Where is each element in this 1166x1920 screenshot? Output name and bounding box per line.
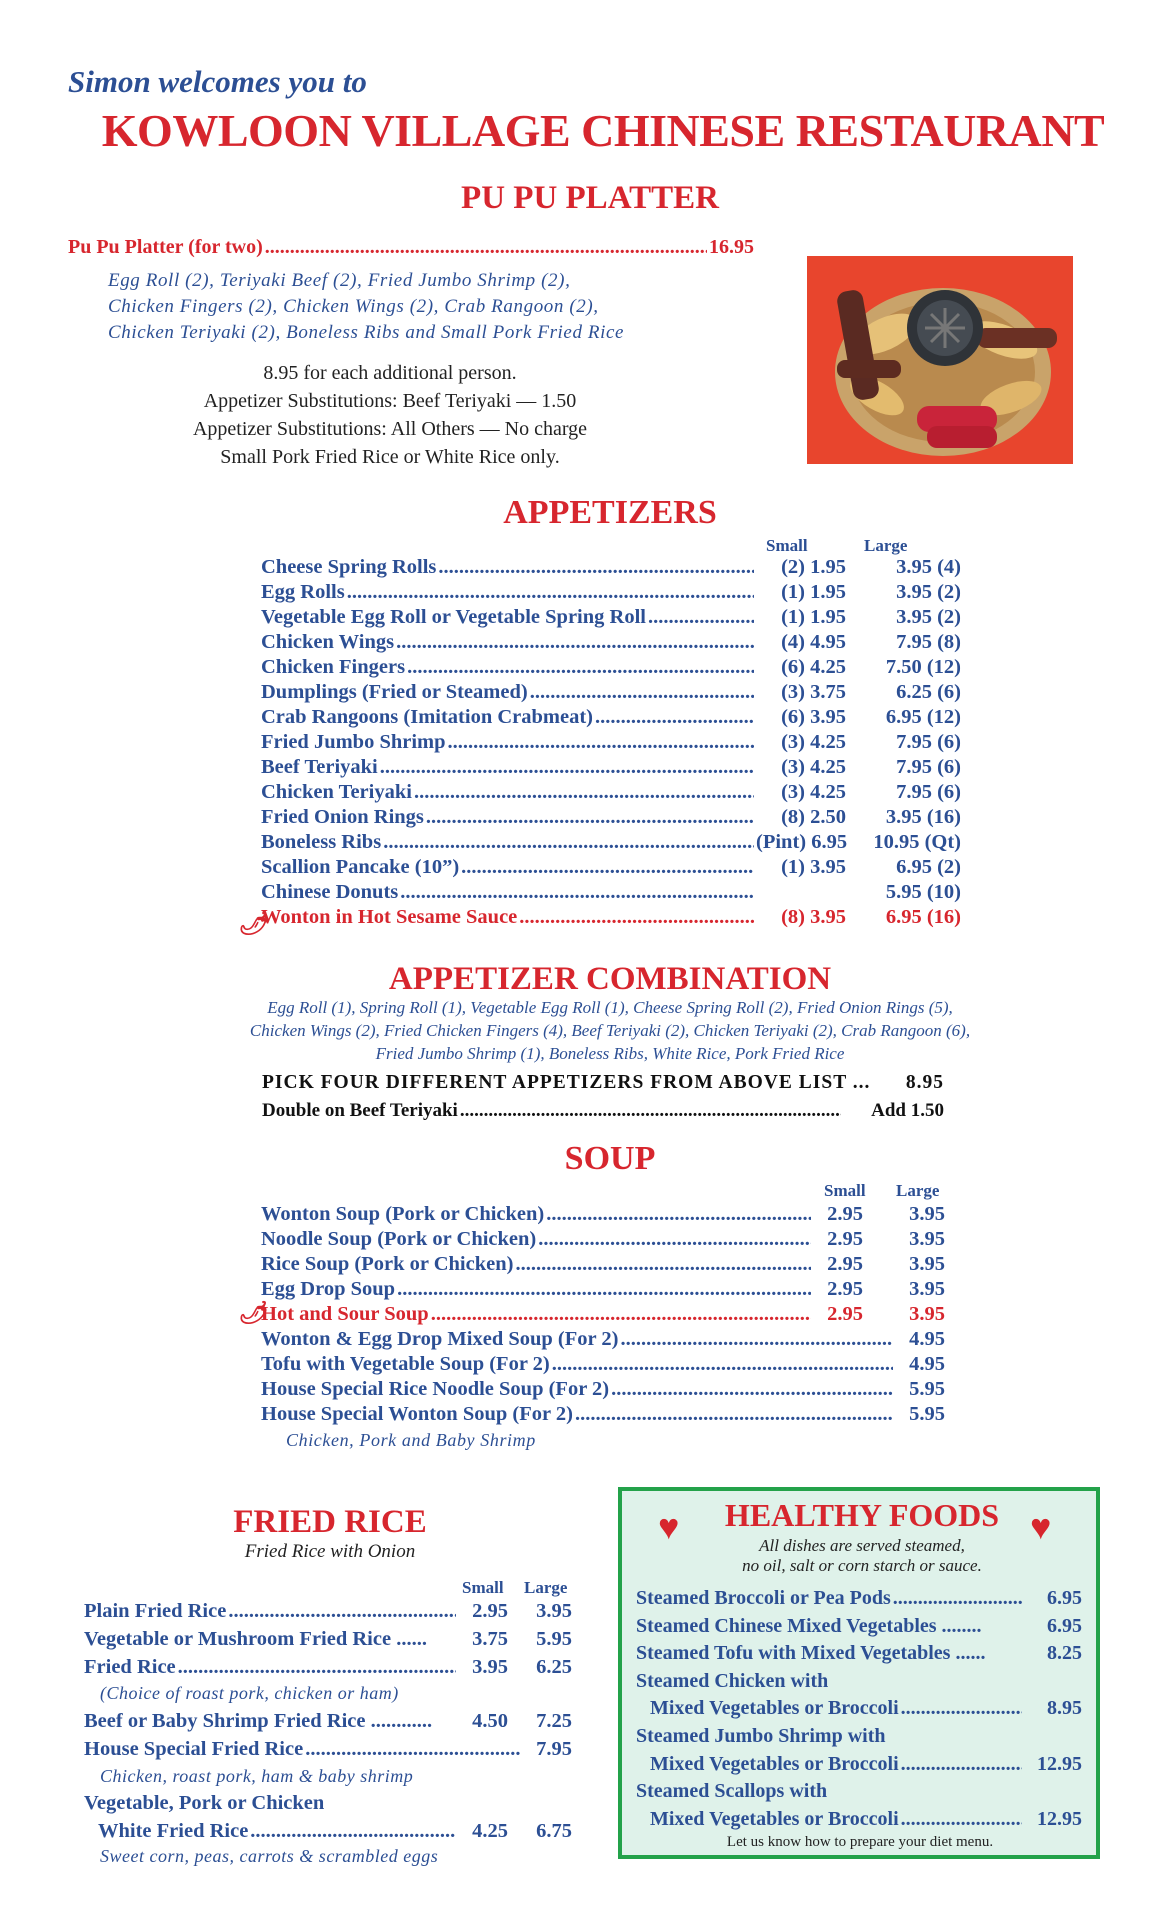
leader-dots [414,781,754,804]
appetizers-small-header: Small [766,536,808,555]
leader-dots [620,1328,893,1351]
healthy-item-name: Steamed Broccoli or Pea Pods [636,1587,891,1609]
appetizer-item [261,731,961,754]
combo-pick-price: 8.95 [905,1072,944,1093]
appetizer-item-name: Chicken Fingers [261,656,406,678]
leader-dots [396,631,754,654]
healthy-subtitle-line: All dishes are served steamed, [759,1536,965,1555]
appetizer-item-large: 3.95 (2) [896,606,961,628]
appetizer-item-name: Scallion Pancake (10”) [261,856,460,878]
soup-item-name: Rice Soup (Pork or Chicken) [261,1253,514,1275]
fried-rice-subtitle: Fried Rice with Onion [244,1541,416,1562]
leader-dots [546,1203,811,1226]
combo-double-label: Double on Beef Teriyaki [262,1100,458,1121]
fried-rice-item-large: 6.75 [536,1820,572,1842]
leader-dots [901,1753,1022,1776]
appetizer-item-small: (6) 4.25 [781,656,846,678]
heart-icon: ♥ [1030,1507,1052,1547]
fried-rice-item [84,1792,572,1815]
soup-item-name: Wonton & Egg Drop Mixed Soup (For 2) [261,1328,619,1350]
fried-rice-small-header: Small [462,1578,504,1597]
appetizer-item-small: (1) 1.95 [781,606,846,628]
appetizer-item-small: (8) 3.95 [781,906,846,928]
healthy-item-price: 6.95 [1047,1614,1082,1637]
leader-dots [648,606,754,629]
appetizer-item-name: Egg Rolls [261,581,345,603]
fried-rice-item-name: Plain Fried Rice [84,1600,227,1622]
fried-rice-item-name: Beef or Baby Shrimp Fried Rice ............ [84,1710,433,1732]
healthy-item-name: Mixed Vegetables or Broccoli [650,1807,899,1830]
fried-rice-item-price: 7.95 [536,1738,572,1760]
appetizer-item-name: Boneless Ribs [261,831,382,853]
soup-item [261,1203,945,1226]
healthy-item-name: Steamed Chinese Mixed Vegetables ........ [636,1614,982,1637]
healthy-item-name: Steamed Chicken with [636,1669,829,1692]
appetizer-item [261,806,961,829]
fried-rice-item-large: 3.95 [536,1600,572,1622]
appetizer-item [261,781,961,804]
pupu-note: Appetizer Substitutions: Beef Teriyaki — 1.50 [203,390,577,412]
welcome-line: Simon welcomes you to [68,64,367,99]
appetizer-item-large: 7.50 (12) [885,656,961,678]
healthy-item [636,1615,1082,1638]
pupu-desc-line: Chicken Teriyaki (2), Boneless Ribs and Small Pork Fried Rice [108,322,625,343]
soup-item-price: 4.95 [909,1353,945,1375]
hot-pepper-icon: 🌶 [238,1300,266,1325]
appetizer-item-name: Cheese Spring Rolls [261,556,437,578]
leader-dots [347,581,754,604]
healthy-item-name: Mixed Vegetables or Broccoli [650,1752,899,1775]
appetizer-item-large: 7.95 (6) [896,731,961,753]
fried-rice-item [84,1738,572,1761]
combo-description [140,996,1080,1065]
leader-dots [407,656,754,679]
appetizer-item-small: (2) 1.95 [781,556,846,578]
fried-rice-item-large: 6.25 [536,1656,572,1678]
leader-dots [265,236,707,259]
appetizer-item-large: 3.95 (2) [896,581,961,603]
appetizer-item-name: Vegetable Egg Roll or Vegetable Spring Roll [261,606,646,628]
healthy-item [650,1697,1082,1720]
appetizer-item-name: Fried Onion Rings [261,806,424,828]
appetizer-item-small: (8) 2.50 [781,806,846,828]
appetizer-item-large: 7.95 (8) [896,631,961,653]
appetizer-item [261,706,961,729]
fried-rice-item-small: 4.25 [472,1820,508,1842]
leader-dots [461,856,754,879]
leader-dots [575,1403,893,1426]
appetizer-item [261,631,961,654]
healthy-item [650,1753,1082,1776]
pupu-desc-line: Chicken Fingers (2), Chicken Wings (2), Crab Rangoon (2), [108,296,599,317]
combo-double-row [262,1100,944,1122]
leader-dots [901,1808,1022,1831]
healthy-item [650,1808,1082,1831]
appetizer-item [261,656,961,679]
fried-rice-item-name: House Special Fried Rice [84,1738,304,1760]
appetizer-item [261,906,961,929]
heart-icon: ♥ [658,1507,680,1547]
healthy-title: HEALTHY FOODS [724,1497,1000,1533]
healthy-item [636,1780,1082,1803]
pupu-row [68,236,754,259]
pupu-note: 8.95 for each additional person. [263,362,517,384]
appetizer-item-small: (1) 3.95 [781,856,846,878]
leader-dots [380,756,754,779]
appetizer-item-small: (4) 4.95 [781,631,846,653]
healthy-footer: Let us know how to prepare your diet menu. [726,1834,994,1850]
fried-rice-item-small: 3.95 [472,1656,508,1678]
healthy-item-name: Steamed Scallops with [636,1780,828,1803]
soup-item [261,1303,945,1326]
healthy-item [636,1587,1082,1610]
fried-rice-item-small: 4.50 [472,1710,508,1732]
soup-item-price: 5.95 [909,1403,945,1425]
appetizer-item [261,556,961,579]
healthy-item-price: 8.25 [1047,1642,1082,1665]
combo-desc-line: Egg Roll (1), Spring Roll (1), Vegetable Egg Roll (1), Cheese Spring Roll (2), Fried Onion Rings (5), [267,998,953,1017]
leader-dots [901,1697,1022,1720]
hot-pepper-icon: 🌶 [238,911,266,936]
soup-item [261,1353,945,1376]
pupu-platter-photo [807,256,1073,464]
leader-dots [519,906,754,929]
healthy-item-price: 12.95 [1037,1752,1082,1775]
pupu-description [108,268,624,346]
healthy-item-price: 12.95 [1037,1807,1082,1830]
soup-item-large: 3.95 [909,1303,945,1325]
leader-dots [383,831,754,854]
soup-item-name: Wonton Soup (Pork or Chicken) [261,1203,545,1225]
soup-item-small: 2.95 [827,1253,863,1275]
leader-dots [611,1378,893,1401]
appetizer-item-small: (1) 1.95 [781,581,846,603]
fried-rice-title: FRIED RICE [233,1504,427,1540]
appetizer-item [261,581,961,604]
fried-rice-item-small: 3.75 [472,1628,508,1650]
fried-rice-item-small: 2.95 [472,1600,508,1622]
appetizer-item [261,681,961,704]
leader-dots [595,706,754,729]
pupu-notes [160,359,620,471]
healthy-item-price: 8.95 [1047,1697,1082,1720]
soup-item-small: 2.95 [827,1228,863,1250]
appetizer-item-name: Chicken Teriyaki [261,781,412,803]
soup-item-name: Tofu with Vegetable Soup (For 2) [261,1353,550,1375]
fried-rice-item-name: Vegetable or Mushroom Fried Rice ...... [84,1628,427,1650]
soup-item-large: 3.95 [909,1228,945,1250]
combo-desc-line: Chicken Wings (2), Fried Chicken Fingers (4), Beef Teriyaki (2), Chicken Teriyaki (2), Crab Rangoon (6), [249,1021,971,1040]
appetizer-item-large: 7.95 (6) [896,781,961,803]
combo-title: APPETIZER COMBINATION [388,961,832,997]
fried-rice-large-header: Large [524,1578,568,1597]
appetizer-item-name: Crab Rangoons (Imitation Crabmeat) [261,706,593,728]
soup-item-name: Noodle Soup (Pork or Chicken) [261,1228,537,1250]
appetizer-item-name: Chinese Donuts [261,881,399,903]
leader-dots [515,1253,811,1276]
leader-dots [552,1353,893,1376]
appetizer-item-small: (Pint) 6.95 [756,831,848,853]
leader-dots [530,681,754,704]
appetizer-item-name: Beef Teriyaki [261,756,378,778]
healthy-subtitle-line: no oil, salt or corn starch or sauce. [742,1556,982,1575]
soup-item-small: 2.95 [827,1278,863,1300]
fried-rice-item-large: 7.25 [536,1710,572,1732]
pupu-note: Small Pork Fried Rice or White Rice only. [220,446,560,468]
soup-item-price: 5.95 [909,1378,945,1400]
leader-dots [305,1738,520,1761]
healthy-item [636,1725,1082,1748]
fried-rice-note: (Choice of roast pork, chicken or ham) [100,1683,399,1703]
healthy-item-name: Steamed Tofu with Mixed Vegetables ...... [636,1642,986,1665]
soup-item [261,1403,945,1426]
appetizer-item [261,606,961,629]
soup-note: Chicken, Pork and Baby Shrimp [286,1430,536,1450]
appetizer-item-small: (3) 3.75 [781,681,846,703]
appetizer-item [261,831,961,854]
combo-double-price: Add 1.50 [871,1100,944,1121]
soup-large-header: Large [896,1181,940,1200]
combo-pick-row [262,1072,944,1094]
appetizer-item-large: 6.95 (16) [885,906,961,928]
pupu-title: PU PU PLATTER [461,180,719,216]
pupu-note: Appetizer Substitutions: All Others — No charge [192,418,588,440]
appetizer-item-name: Dumplings (Fried or Steamed) [261,681,528,703]
soup-title: SOUP [564,1140,656,1177]
fried-rice-note: Chicken, roast pork, ham & baby shrimp [100,1766,414,1786]
soup-item-name: Hot and Sour Soup [261,1303,429,1325]
appetizer-item [261,856,961,879]
pupu-price: 16.95 [709,236,754,258]
leader-dots [250,1820,456,1843]
fried-rice-item [84,1628,572,1651]
appetizer-item-large: 10.95 (Qt) [873,831,961,853]
soup-item-large: 3.95 [909,1253,945,1275]
fried-rice-note: Sweet corn, peas, carrots & scrambled eggs [100,1846,439,1866]
leader-dots [400,881,754,904]
leader-dots [426,806,754,829]
fried-rice-item [84,1710,572,1733]
healthy-item-price: 6.95 [1047,1587,1082,1609]
soup-item [261,1378,945,1401]
pupu-desc-line: Egg Roll (2), Teriyaki Beef (2), Fried Jumbo Shrimp (2), [108,270,571,291]
leader-dots [893,1587,1022,1610]
soup-item-name: House Special Wonton Soup (For 2) [261,1403,573,1425]
combo-desc-line: Fried Jumbo Shrimp (1), Boneless Ribs, White Rice, Pork Fried Rice [375,1044,845,1063]
soup-item [261,1253,945,1276]
appetizer-item-small: (6) 3.95 [781,706,846,728]
appetizer-item-name: Fried Jumbo Shrimp [261,731,446,753]
combo-pick-label: PICK FOUR DIFFERENT APPETIZERS FROM ABOVE LIST ... [262,1072,871,1093]
appetizer-item-large: 7.95 (6) [896,756,961,778]
leader-dots [397,1278,811,1301]
appetizer-item-large: 3.95 (4) [896,556,961,578]
soup-item-small: 2.95 [827,1303,863,1325]
soup-small-header: Small [824,1181,866,1200]
soup-item-name: House Special Rice Noodle Soup (For 2) [261,1378,610,1400]
appetizer-item-small: (3) 4.25 [781,781,846,803]
leader-dots [228,1600,456,1623]
pupu-name: Pu Pu Platter (for two) [68,236,263,258]
healthy-item [636,1670,1082,1693]
leader-dots [438,556,754,579]
appetizer-item [261,881,961,904]
soup-item [261,1228,945,1251]
leader-dots [448,731,754,754]
healthy-item [636,1642,1082,1665]
fried-rice-item-large: 5.95 [536,1628,572,1650]
appetizer-item-large: 6.95 (2) [896,856,961,878]
appetizer-item-large: 5.95 (10) [885,881,961,903]
leader-dots [431,1303,811,1326]
fried-rice-item-name: White Fried Rice [98,1820,249,1842]
soup-item [261,1278,945,1301]
fried-rice-item-name: Fried Rice [84,1656,176,1678]
healthy-item-name: Mixed Vegetables or Broccoli [650,1697,899,1720]
fried-rice-item [84,1600,572,1623]
soup-item-name: Egg Drop Soup [261,1278,396,1300]
fried-rice-item-name: Vegetable, Pork or Chicken [84,1792,325,1814]
fried-rice-item [84,1656,572,1679]
appetizers-large-header: Large [864,536,908,555]
appetizers-title: APPETIZERS [503,494,717,531]
appetizer-item-small: (3) 4.25 [781,731,846,753]
appetizer-item-large: 6.25 (6) [896,681,961,703]
soup-item-large: 3.95 [909,1203,945,1225]
fried-rice-item [98,1820,572,1843]
appetizer-item-large: 6.95 (12) [885,706,961,728]
soup-item-price: 4.95 [909,1328,945,1350]
soup-item-large: 3.95 [909,1278,945,1300]
healthy-subtitle [700,1536,1024,1576]
appetizer-item-small: (3) 4.25 [781,756,846,778]
soup-item-small: 2.95 [827,1203,863,1225]
soup-item [261,1328,945,1351]
appetizer-item-large: 3.95 (16) [885,806,961,828]
appetizer-item-name: Chicken Wings [261,631,395,653]
healthy-item-name: Steamed Jumbo Shrimp with [636,1725,886,1747]
appetizer-item [261,756,961,779]
appetizer-item-name: Wonton in Hot Sesame Sauce [261,906,518,928]
restaurant-name: KOWLOON VILLAGE CHINESE RESTAURANT [101,105,1105,156]
leader-dots [178,1656,456,1679]
leader-dots [460,1100,841,1122]
leader-dots [538,1228,811,1251]
